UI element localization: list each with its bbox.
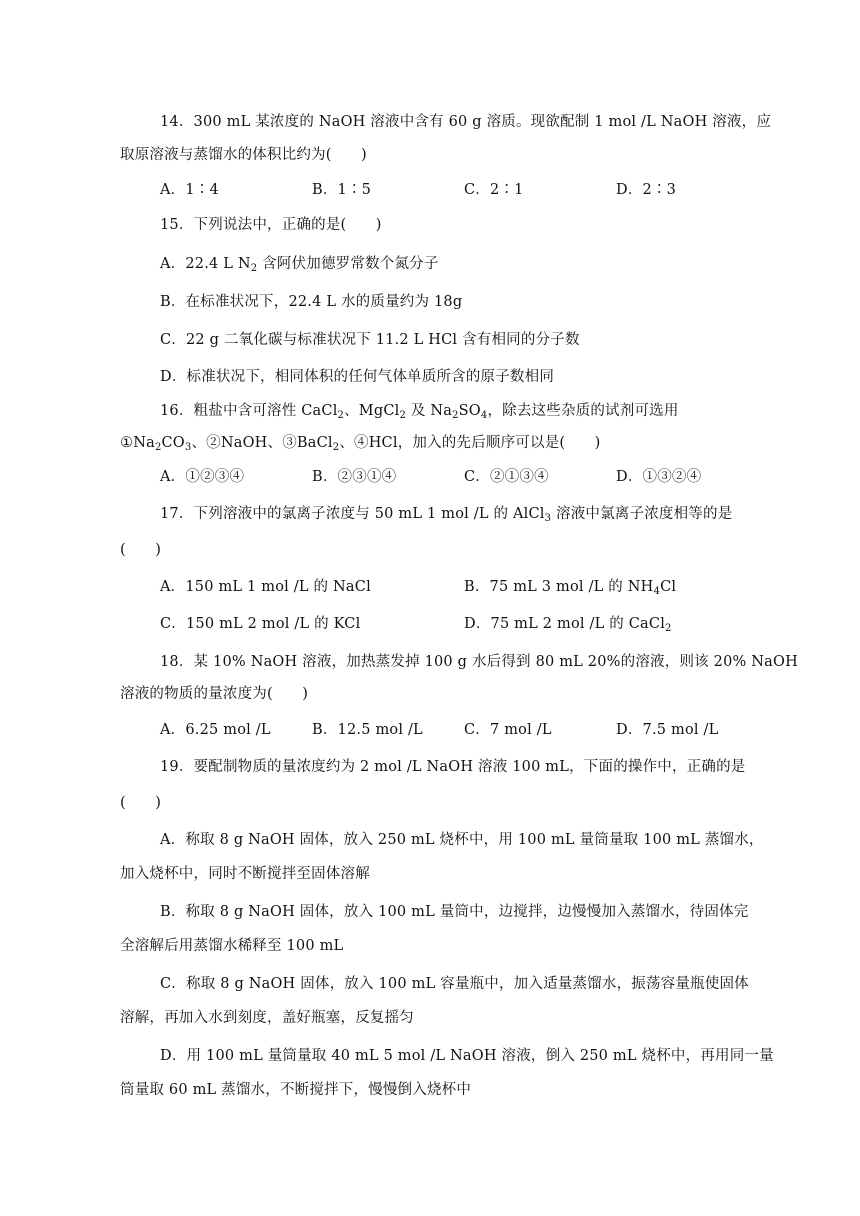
q19-option-b-line1: B．称取 8 g NaOH 固体，放入 100 mL 量筒中，边搅拌，边慢慢加入蒸馏水，待固体完 [160,904,749,920]
q18-option-c: C．7 mol /L [464,722,552,738]
q18-option-a: A．6.25 mol /L [160,722,271,738]
q15-option-c: C．22 g 二氧化碳与标准状况下 11.2 L HCl 含有相同的分子数 [160,332,580,348]
q16-stem-line1: 16．粗盐中含可溶性 CaCl$_2$、MgCl$_2$ 及 $Na_2SO_4$，除去这些杂质的试剂可选用 [160,403,679,421]
q16-stem-line2: $①Na_2CO_3$、②NaOH、③BaCl$_2$、④HCl，加入的先后顺序可以是( ) [120,435,601,453]
q19-option-c-line1: C．称取 8 g NaOH 固体，放入 100 mL 容量瓶中，加入适量蒸馏水，振荡容量瓶使固体 [160,976,749,992]
q17-stem-line2: ( ) [120,542,162,558]
q15-option-d: D．标准状况下，相同体积的任何气体单质所含的原子数相同 [160,369,555,385]
q16-option-c: C．②①③④ [464,469,549,485]
q19-stem-line2: ( ) [120,795,162,811]
q15-option-a: A．22.4 L $N_2$ 含阿伏加德罗常数个氮分子 [160,256,439,274]
q19-option-d-line1: D．用 100 mL 量筒量取 40 mL 5 mol /L NaOH 溶液，倒入 250 mL 烧杯中，再用同一量 [160,1048,774,1064]
q16-option-a: A．①②③④ [160,469,245,485]
q17-option-a: A．150 mL 1 mol /L 的 NaCl [160,579,371,595]
q17-option-c: C．150 mL 2 mol /L 的 KCl [160,616,361,632]
q15-stem: 15．下列说法中，正确的是( ) [160,217,382,233]
q16-option-b: B．②③①④ [312,469,397,485]
q19-option-a-line2: 加入烧杯中，同时不断搅拌至固体溶解 [120,866,370,882]
q14-stem-line2: 取原溶液与蒸馏水的体积比约为( ) [120,147,367,163]
q16-option-d: D．①③②④ [616,469,702,485]
q19-option-d-line2: 筒量取 60 mL 蒸馏水，不断搅拌下，慢慢倒入烧杯中 [120,1082,472,1098]
q18-option-d: D．7.5 mol /L [616,722,719,738]
q18-stem-line1: 18．某 10% NaOH 溶液，加热蒸发掉 100 g 水后得到 80 mL 20%的溶液，则该 20% NaOH [160,654,798,670]
q17-option-d: D．75 mL 2 mol /L 的 CaCl$_2$ [464,616,672,634]
q19-stem-line1: 19．要配制物质的量浓度约为 2 mol /L NaOH 溶液 100 mL，下面的操作中，正确的是 [160,759,746,775]
q14-option-d: D．2∶3 [616,182,677,198]
q19-option-b-line2: 全溶解后用蒸馏水稀释至 100 mL [120,938,344,954]
q17-option-b: B．75 mL 3 mol /L 的 $NH_4Cl$ [464,579,677,597]
q14-stem-line1: 14．300 mL 某浓度的 NaOH 溶液中含有 60 g 溶质。现欲配制 1 mol /L NaOH 溶液，应 [160,114,772,130]
q19-option-a-line1: A．称取 8 g NaOH 固体，放入 250 mL 烧杯中，用 100 mL 量筒量取 100 mL 蒸馏水， [160,832,764,848]
q14-option-a: A．1∶4 [160,182,219,198]
q19-option-c-line2: 溶解，再加入水到刻度，盖好瓶塞，反复摇匀 [120,1010,414,1026]
q14-option-c: C．2∶1 [464,182,524,198]
q17-stem-line1: 17．下列溶液中的氯离子浓度与 50 mL 1 mol /L 的 AlCl$_3$ 溶液中氯离子浓度相等的是 [160,506,733,524]
q15-option-b: B．在标准状况下，22.4 L 水的质量约为 18g [160,294,463,310]
q18-option-b: B．12.5 mol /L [312,722,423,738]
q18-stem-line2: 溶液的物质的量浓度为( ) [120,686,309,702]
q14-option-b: B．1∶5 [312,182,372,198]
